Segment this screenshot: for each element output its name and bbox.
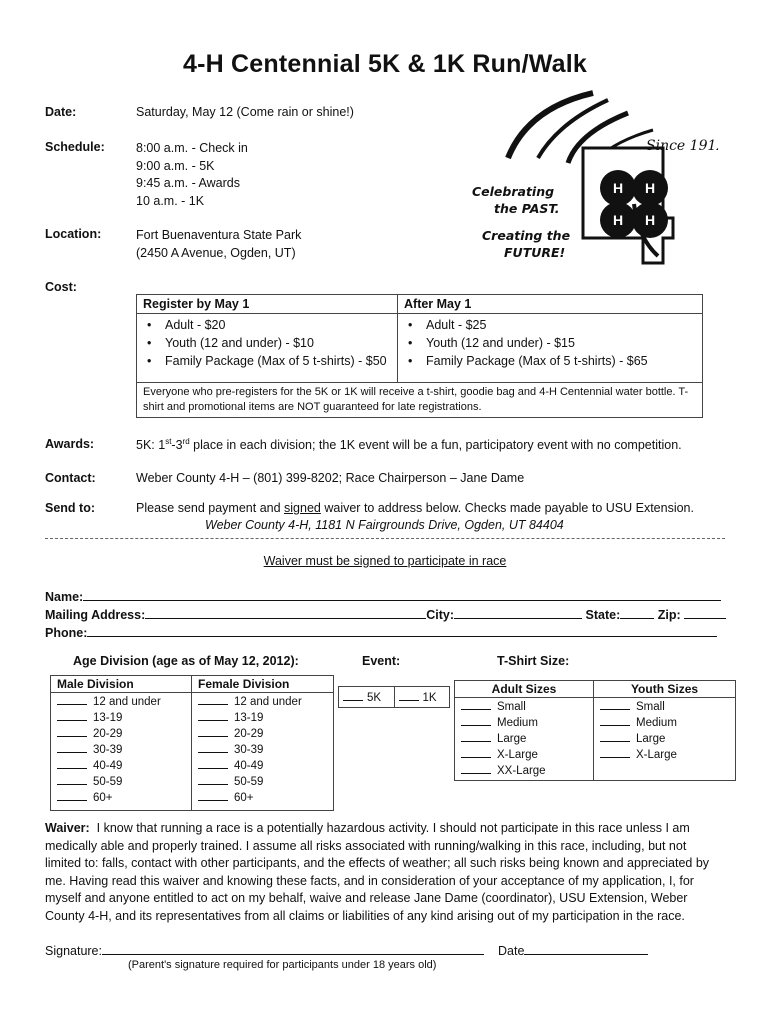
cost-item: • Family Package (Max of 5 t-shirts) - $50 [165, 352, 391, 370]
event-option-label: 1K [422, 692, 437, 704]
age-option: 30-39 [93, 744, 123, 756]
phone-field[interactable] [87, 624, 717, 637]
age-option: 13-19 [234, 712, 264, 724]
send-to-post: waiver to address below. Checks made payable to USU Extension. [320, 501, 694, 515]
age-option: 30-39 [234, 744, 264, 756]
age-division-label: Age Division (age as of May 12, 2012): [73, 654, 299, 668]
age-option: 50-59 [93, 776, 123, 788]
size-option: Medium [636, 717, 677, 729]
age-option: 60+ [93, 792, 113, 804]
schedule-label: Schedule: [45, 140, 105, 154]
signature-date-label: Date [498, 944, 525, 958]
male-checkbox[interactable] [57, 726, 87, 737]
male-checkbox[interactable] [57, 790, 87, 801]
contact-value: Weber County 4-H – (801) 399-8202; Race Chairperson – Jane Dame [136, 471, 525, 485]
name-field[interactable] [83, 588, 721, 601]
female-division-header: Female Division [192, 676, 334, 693]
zip-label: Zip: [657, 608, 681, 622]
age-option: 12 and under [93, 696, 161, 708]
event-option-5k[interactable] [339, 687, 395, 708]
cost-item: • Adult - $25 [426, 316, 696, 334]
logo-future-text: FUTURE! [504, 245, 566, 260]
awards-mid: -3 [171, 438, 183, 453]
location-label: Location: [45, 227, 102, 241]
event-table [338, 686, 450, 708]
schedule-item: 9:00 a.m. - 5K [136, 158, 215, 173]
logo-creating-text: Creating the [482, 228, 571, 243]
cost-col-register-header: Register by May 1 [137, 295, 398, 314]
logo-past-text: the PAST. [494, 201, 560, 216]
send-to-pre: Please send payment and [136, 501, 285, 515]
state-label: State: [585, 608, 621, 622]
cost-table [136, 294, 703, 418]
clover-letter: H [612, 212, 624, 228]
signature-note: (Parent's signature required for participants under 18 years old) [128, 959, 437, 971]
cost-col-after-header: After May 1 [398, 295, 703, 314]
size-option: X-Large [497, 749, 538, 761]
event-label: Event: [362, 654, 401, 668]
awards-prefix: 5K: 1 [136, 438, 166, 453]
location-lines [136, 227, 301, 262]
event-checkbox[interactable] [343, 690, 363, 701]
zip-field[interactable] [684, 606, 726, 619]
youth-size-checkbox[interactable] [600, 747, 630, 758]
female-checkbox[interactable] [198, 774, 228, 785]
male-checkbox[interactable] [57, 774, 87, 785]
city-label: City: [426, 608, 455, 622]
size-option: X-Large [636, 749, 677, 761]
date-label: Date: [45, 105, 77, 119]
cost-item: • Youth (12 and under) - $15 [426, 334, 696, 352]
mailing-address: Weber County 4-H, 1181 N Fairgrounds Drive, Ogden, UT 84404 [205, 518, 564, 532]
cut-line-divider [45, 538, 725, 539]
size-option: Medium [497, 717, 538, 729]
clover-letter: H [644, 212, 656, 228]
phone-row [45, 624, 717, 640]
waiver-label: Waiver: [45, 821, 90, 835]
cost-label: Cost: [45, 280, 77, 294]
mailing-address-label: Mailing Address: [45, 608, 146, 622]
event-checkbox[interactable] [399, 690, 419, 701]
size-option: Large [497, 733, 527, 745]
male-checkbox[interactable] [57, 758, 87, 769]
tshirt-table [454, 680, 736, 781]
age-option: 20-29 [234, 728, 264, 740]
cost-item: • Youth (12 and under) - $10 [165, 334, 391, 352]
youth-size-checkbox[interactable] [600, 715, 630, 726]
size-option: Large [636, 733, 666, 745]
logo-graphic [468, 88, 718, 273]
youth-sizes-header: Youth Sizes [594, 681, 736, 698]
age-option: 20-29 [93, 728, 123, 740]
date-row [498, 942, 648, 958]
size-option: XX-Large [497, 765, 546, 777]
location-address: (2450 A Avenue, Ogden, UT) [136, 245, 296, 260]
female-checkbox[interactable] [198, 758, 228, 769]
adult-size-checkbox[interactable] [461, 699, 491, 710]
cost-note: Everyone who pre-registers for the 5K or 1K will receive a t-shirt, goodie bag and 4-H Centennial water bottle. T-shirt and promotional items are NOT guaranteed for late registrations. [137, 383, 703, 418]
age-option: 12 and under [234, 696, 302, 708]
signature-row [45, 942, 484, 958]
name-row [45, 588, 721, 604]
female-division-column [192, 693, 334, 811]
clover-letter: H [612, 180, 624, 196]
female-checkbox[interactable] [198, 726, 228, 737]
adult-size-checkbox[interactable] [461, 747, 491, 758]
schedule-item: 10 a.m. - 1K [136, 193, 205, 208]
signature-date-field[interactable] [524, 942, 648, 955]
send-to-label: Send to: [45, 501, 95, 515]
cost-col-after [398, 314, 703, 383]
awards-value [136, 437, 682, 452]
logo-celebrating-text: Celebrating [472, 184, 555, 199]
phone-label: Phone: [45, 626, 88, 640]
male-checkbox[interactable] [57, 694, 87, 705]
adult-sizes-header: Adult Sizes [455, 681, 594, 698]
female-checkbox[interactable] [198, 694, 228, 705]
mailing-address-field[interactable] [145, 606, 426, 619]
waiver-heading: Waiver must be signed to participate in race [263, 554, 507, 568]
adult-size-checkbox[interactable] [461, 731, 491, 742]
signature-label: Signature: [45, 944, 102, 958]
swoosh-mark [508, 93, 593, 158]
youth-sizes-column [594, 698, 736, 781]
adult-sizes-column [455, 698, 594, 781]
female-checkbox[interactable] [198, 790, 228, 801]
age-division-table [50, 675, 334, 811]
male-division-column [51, 693, 192, 811]
adult-size-checkbox[interactable] [461, 763, 491, 774]
cost-col-register [137, 314, 398, 383]
location-name: Fort Buenaventura State Park [136, 228, 302, 242]
male-checkbox[interactable] [57, 742, 87, 753]
address-row [45, 606, 726, 622]
city-field[interactable] [454, 606, 582, 619]
size-option: Small [636, 701, 665, 713]
4h-centennial-logo [468, 88, 718, 273]
clover-letter: H [644, 180, 656, 196]
cost-item: • Family Package (Max of 5 t-shirts) - $65 [426, 352, 696, 370]
send-to-value [136, 501, 694, 515]
schedule-item: 8:00 a.m. - Check in [136, 141, 248, 155]
youth-size-checkbox[interactable] [600, 731, 630, 742]
page-title: 4-H Centennial 5K & 1K Run/Walk [183, 50, 587, 78]
female-checkbox[interactable] [198, 710, 228, 721]
age-option: 40-49 [93, 760, 123, 772]
schedule-list [136, 140, 248, 210]
female-checkbox[interactable] [198, 742, 228, 753]
date-value: Saturday, May 12 (Come rain or shine!) [136, 105, 354, 119]
age-option: 13-19 [93, 712, 123, 724]
waiver-paragraph [45, 820, 725, 925]
tshirt-size-label: T-Shirt Size: [497, 654, 570, 668]
name-label: Name: [45, 590, 84, 604]
size-option: Small [497, 701, 526, 713]
male-checkbox[interactable] [57, 710, 87, 721]
schedule-item: 9:45 a.m. - Awards [136, 176, 240, 190]
age-option: 40-49 [234, 760, 264, 772]
age-option: 50-59 [234, 776, 264, 788]
age-option: 60+ [234, 792, 254, 804]
signature-field[interactable] [102, 942, 484, 955]
awards-sup-st: st [165, 437, 172, 446]
awards-label: Awards: [45, 437, 95, 451]
event-option-label: 5K [367, 692, 382, 704]
state-field[interactable] [620, 606, 654, 619]
awards-suffix: place in each division; the 1K event will be a fun, participatory event with no competition. [189, 438, 682, 453]
waiver-text: I know that running a race is a potentially hazardous activity. I should not participate in this race unless I am medically able and properly trained. I assume all risks associated with running/walking in this race, including, but not limited to: falls, contact with other participants, and the effects of weather; all such risks being known and appreciated by me. Having read this waiver and knowing these facts, and in consideration of your acceptance of my application, I, for myself and anyone entitled to act on my behalf, waive and release Jane Dame (coordinator), USU Extension, Weber County 4-H, and its representatives from all claims or liabilities of any kind arising out of my participation in the race. [45, 821, 710, 923]
awards-sup-rd: rd [182, 437, 190, 446]
youth-size-checkbox[interactable] [600, 699, 630, 710]
adult-size-checkbox[interactable] [461, 715, 491, 726]
since-text: Since 1912 [646, 138, 718, 154]
cost-item: • Adult - $20 [165, 316, 391, 334]
event-option-1k[interactable] [394, 687, 450, 708]
contact-label: Contact: [45, 471, 96, 485]
send-to-signed: signed [284, 501, 321, 515]
male-division-header: Male Division [51, 676, 192, 693]
